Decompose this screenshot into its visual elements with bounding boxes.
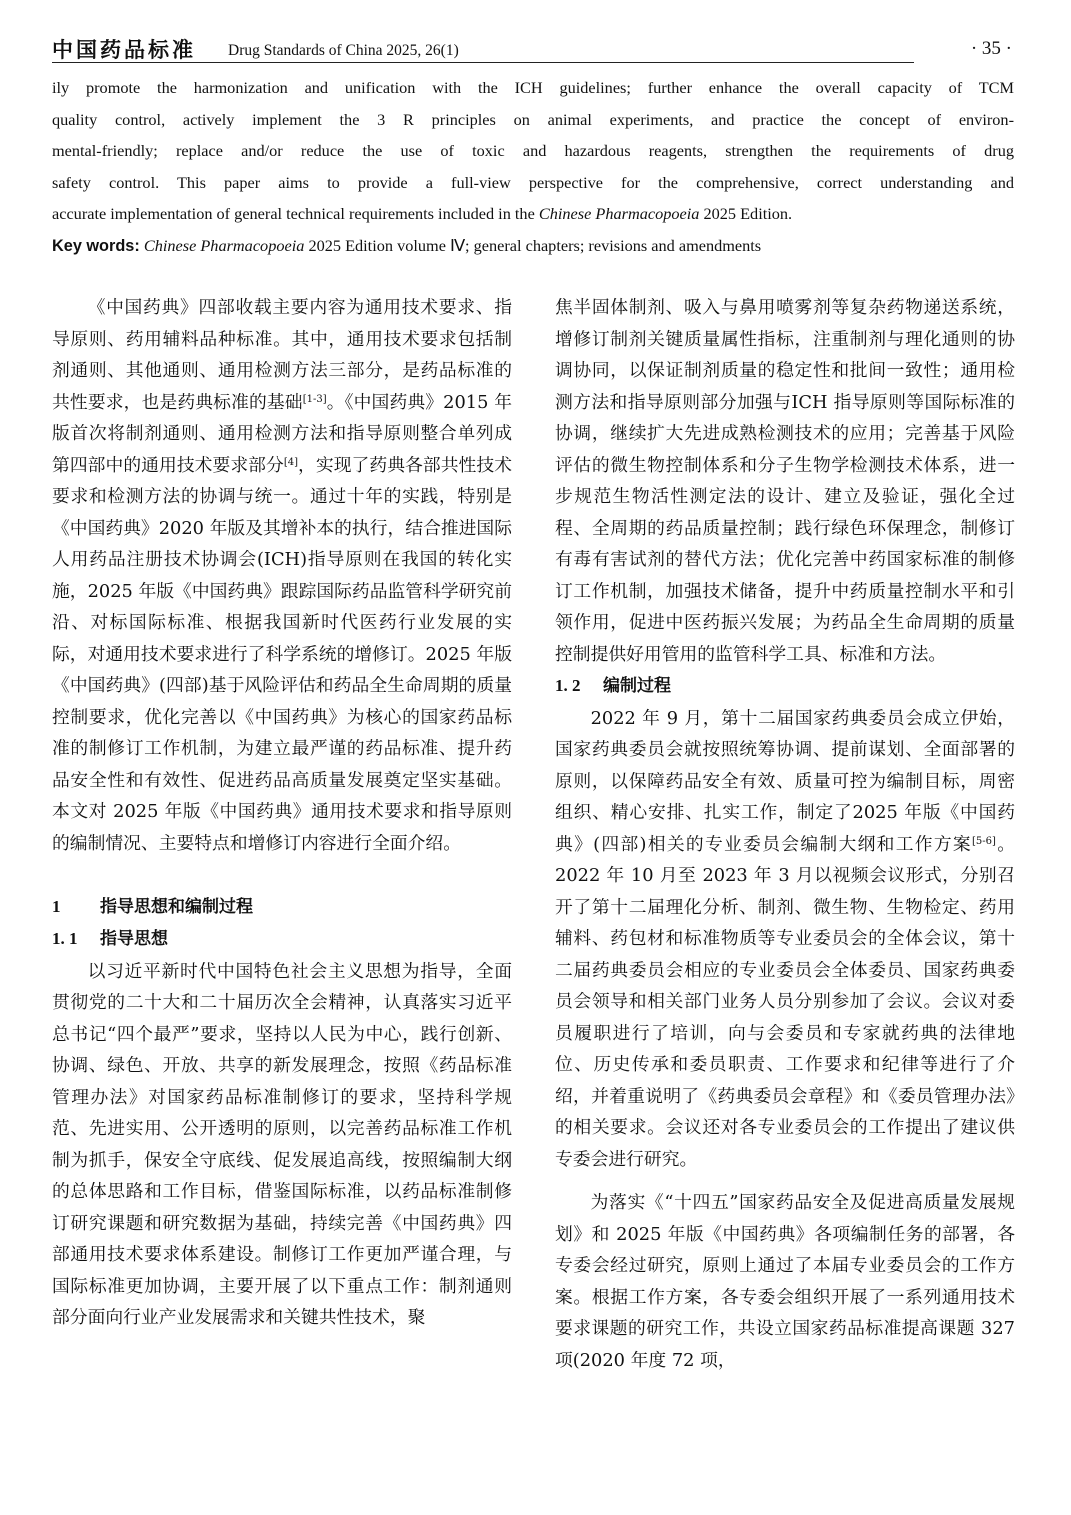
section-number: 1. 2 — [555, 676, 581, 695]
body-paragraph: 以习近平新时代中国特色社会主义思想为指导，全面贯彻党的二十大和二十届历次全会精神，认真落实习近平总书记“四个最严”要求，坚持以人民为中心，践行创新、协调、绿色、开放、共享的新发展理念，按照《药品标准管理办法》对国家药品标准制修订的要求，坚持科学规范、先进实用、公开透明的原则，以完善药品标准工作机制为抓手，保安全守底线、促发展追高线，按照编制大纲的总体思路和工作目标，借鉴国际标准，以药品标准制修订研究课题和研究数据为基础，持续完善《中国药典》四部通用技术要求体系建设。制修订工作更加严谨合理，与国际标准更加协调，主要开展了以下重点工作：制剂通则部分面向行业产业发展需求和关键共性技术，聚 — [52, 960, 512, 1328]
citation: [5-6] — [972, 835, 996, 847]
left-column — [52, 292, 512, 1334]
spacer — [52, 859, 512, 891]
abstract-line: quality control, actively implement the 3 R principles on animal experiments, and practice the concept of environ- — [52, 109, 1014, 129]
section-number: 1 — [52, 896, 61, 916]
section-number: 1. 1 — [52, 929, 78, 948]
journal-title-cn: 中国药品标准 — [52, 37, 196, 62]
abstract-title-italic: Chinese Pharmacopoeia — [538, 204, 700, 223]
running-header — [52, 36, 1020, 70]
abstract-line — [52, 198, 1014, 230]
body-paragraph: 为落实《“十四五”国家药品安全及促进高质量发展规划》和 2025 年版《中国药典》各项编制任务的部署，各专委会经过研究，原则上通过了本届专业委员会的工作方案。根据工作方案，各专委会组织开展了一系列通用技术要求课题的研究工作，共设立国家药品标准提高课题 327 项(2020 年度 72 项， — [555, 1192, 1015, 1371]
section-title: 指导思想 — [100, 929, 168, 949]
intro-paragraph — [52, 292, 512, 859]
intro-text: 《中国药典》四部收载主要内容为通用技术要求、指导原则、药用辅料品种标准。其中，通用技术要求包括制剂通则、其他通则、通用检测方法三部分，是药品标准的共性要求，也是药典标准的基础 — [52, 297, 512, 413]
intro-text: ，实现了药典各部共性技术要求和检测方法的协调与统一。通过十年的实践，特别是《中国药典》2020 年版及其增补本的执行，结合推进国际人用药品注册技术协调会(ICH)指导原则在我国的转化实施，2025 年版《中国药典》跟踪国际药品监管科学研究前沿、对标国际标准、根据我国新时代医药行业发展的实际，对通用技术要求进行了科学系统的增修订。2025 年版《中国药典》(四部)基于风险评估和药品全生命周期的质量控制要求，优化完善以《中国药典》为核心的国家药品标准的制修订工作机制，为建立最严谨的药品标准、提升药品安全性和有效性、促进药品高质量发展奠定坚实基础。本文对 2025 年版《中国药典》通用技术要求和指导原则的编制情况、主要特点和增修订内容进行全面介绍。 — [52, 454, 512, 854]
section-heading-1-2 — [555, 670, 1015, 703]
keywords-line — [52, 230, 1014, 263]
body-paragraph-continued: 焦半固体制剂、吸入与鼻用喷雾剂等复杂药物递送系统，增修订制剂关键质量属性指标，注重制剂与理化通则的协调协同，以保证制剂质量的稳定性和批间一致性；通用检测方法和指导原则部分加强与ICH 指导原则等国际标准的协调，继续扩大先进成熟检测技术的应用；完善基于风险评估的微生物控制体系和分子生物学检测技术体系，进一步规范生物活性测定法的设计、建立及验证，强化全过程、全周期的药品质量控制；践行绿色环保理念，制修订有毒有害试剂的替代方法；优化完善中药国家标准的制修订工作机制，加强技术储备，提升中药质量控制水平和引领作用，促进中医药振兴发展；为药品全生命周期的质量控制提供好用管用的监管科学工具、标准和方法。 — [555, 297, 1015, 665]
header-rule — [52, 62, 914, 63]
keywords-label: Key words: — [52, 236, 140, 255]
body-text: 2022 年 9 月，第十二届国家药典委员会成立伊始，国家药典委员会就按照统筹协调、提前谋划、全面部署的原则，以保障药品安全有效、质量可控为编制目标，周密组织、精心安排、扎实工作，制定了2025 年版《中国药典》(四部)相关的专业委员会编制大纲和工作方案 — [555, 707, 1015, 855]
right-column — [555, 292, 1015, 1376]
english-abstract — [52, 72, 1014, 262]
abstract-text: accurate implementation of general technical requirements included in the — [52, 204, 539, 223]
section-heading-1 — [52, 891, 512, 924]
section-title: 编制过程 — [603, 676, 671, 696]
body-text: 。2022 年 10 月至 2023 年 3 月以视频会议形式，分别召开了第十二届理化分析、制剂、微生物、生物检定、药用辅料、药包材和标准物质等专业委员会的全体会议，第十二届药典委员会相应的专业委员会全体委员、国家药典委员会领导和相关部门业务人员分别参加了会议。会议对委员履职进行了培训，向与会委员和专家就药典的法律地位、历史传承和委员职责、工作要求和纪律等进行了介绍，并着重说明了《药典委员会章程》和《委员管理办法》的相关要求。会议还对各专业委员会的工作提出了建议供专委会进行研究。 — [555, 833, 1015, 1170]
citation: [1-3] — [302, 393, 327, 405]
keywords-text: 2025 Edition volume Ⅳ; general chapters; revisions and amendments — [304, 235, 762, 255]
page-number: · 35 · — [970, 38, 1012, 59]
section-title: 指导思想和编制过程 — [100, 896, 253, 917]
abstract-text: 2025 Edition. — [699, 204, 793, 223]
citation: [4] — [283, 456, 298, 468]
intro-text: 。《中国药典》2015 年版首次将制剂通则、通用检测方法和指导原则整合单列成第四部中的通用技术要求部分 — [52, 391, 512, 476]
section-heading-1-1 — [52, 923, 512, 956]
abstract-line: safety control. This paper aims to provide a full-view perspective for the comprehensive, correct understanding and — [52, 172, 1014, 192]
journal-title-en: Drug Standards of China 2025, 26(1) — [228, 42, 459, 59]
abstract-line: mental-friendly; replace and/or reduce the use of toxic and hazardous reagents, strengthen the requirements of drug — [52, 141, 1014, 160]
body-paragraph — [555, 703, 1015, 1176]
spacer — [555, 1175, 1015, 1187]
abstract-line: ily promote the harmonization and unification with the ICH guidelines; further enhance the overall capacity of TCM — [52, 78, 1014, 97]
keywords-italic: Chinese Pharmacopoeia — [143, 235, 305, 255]
